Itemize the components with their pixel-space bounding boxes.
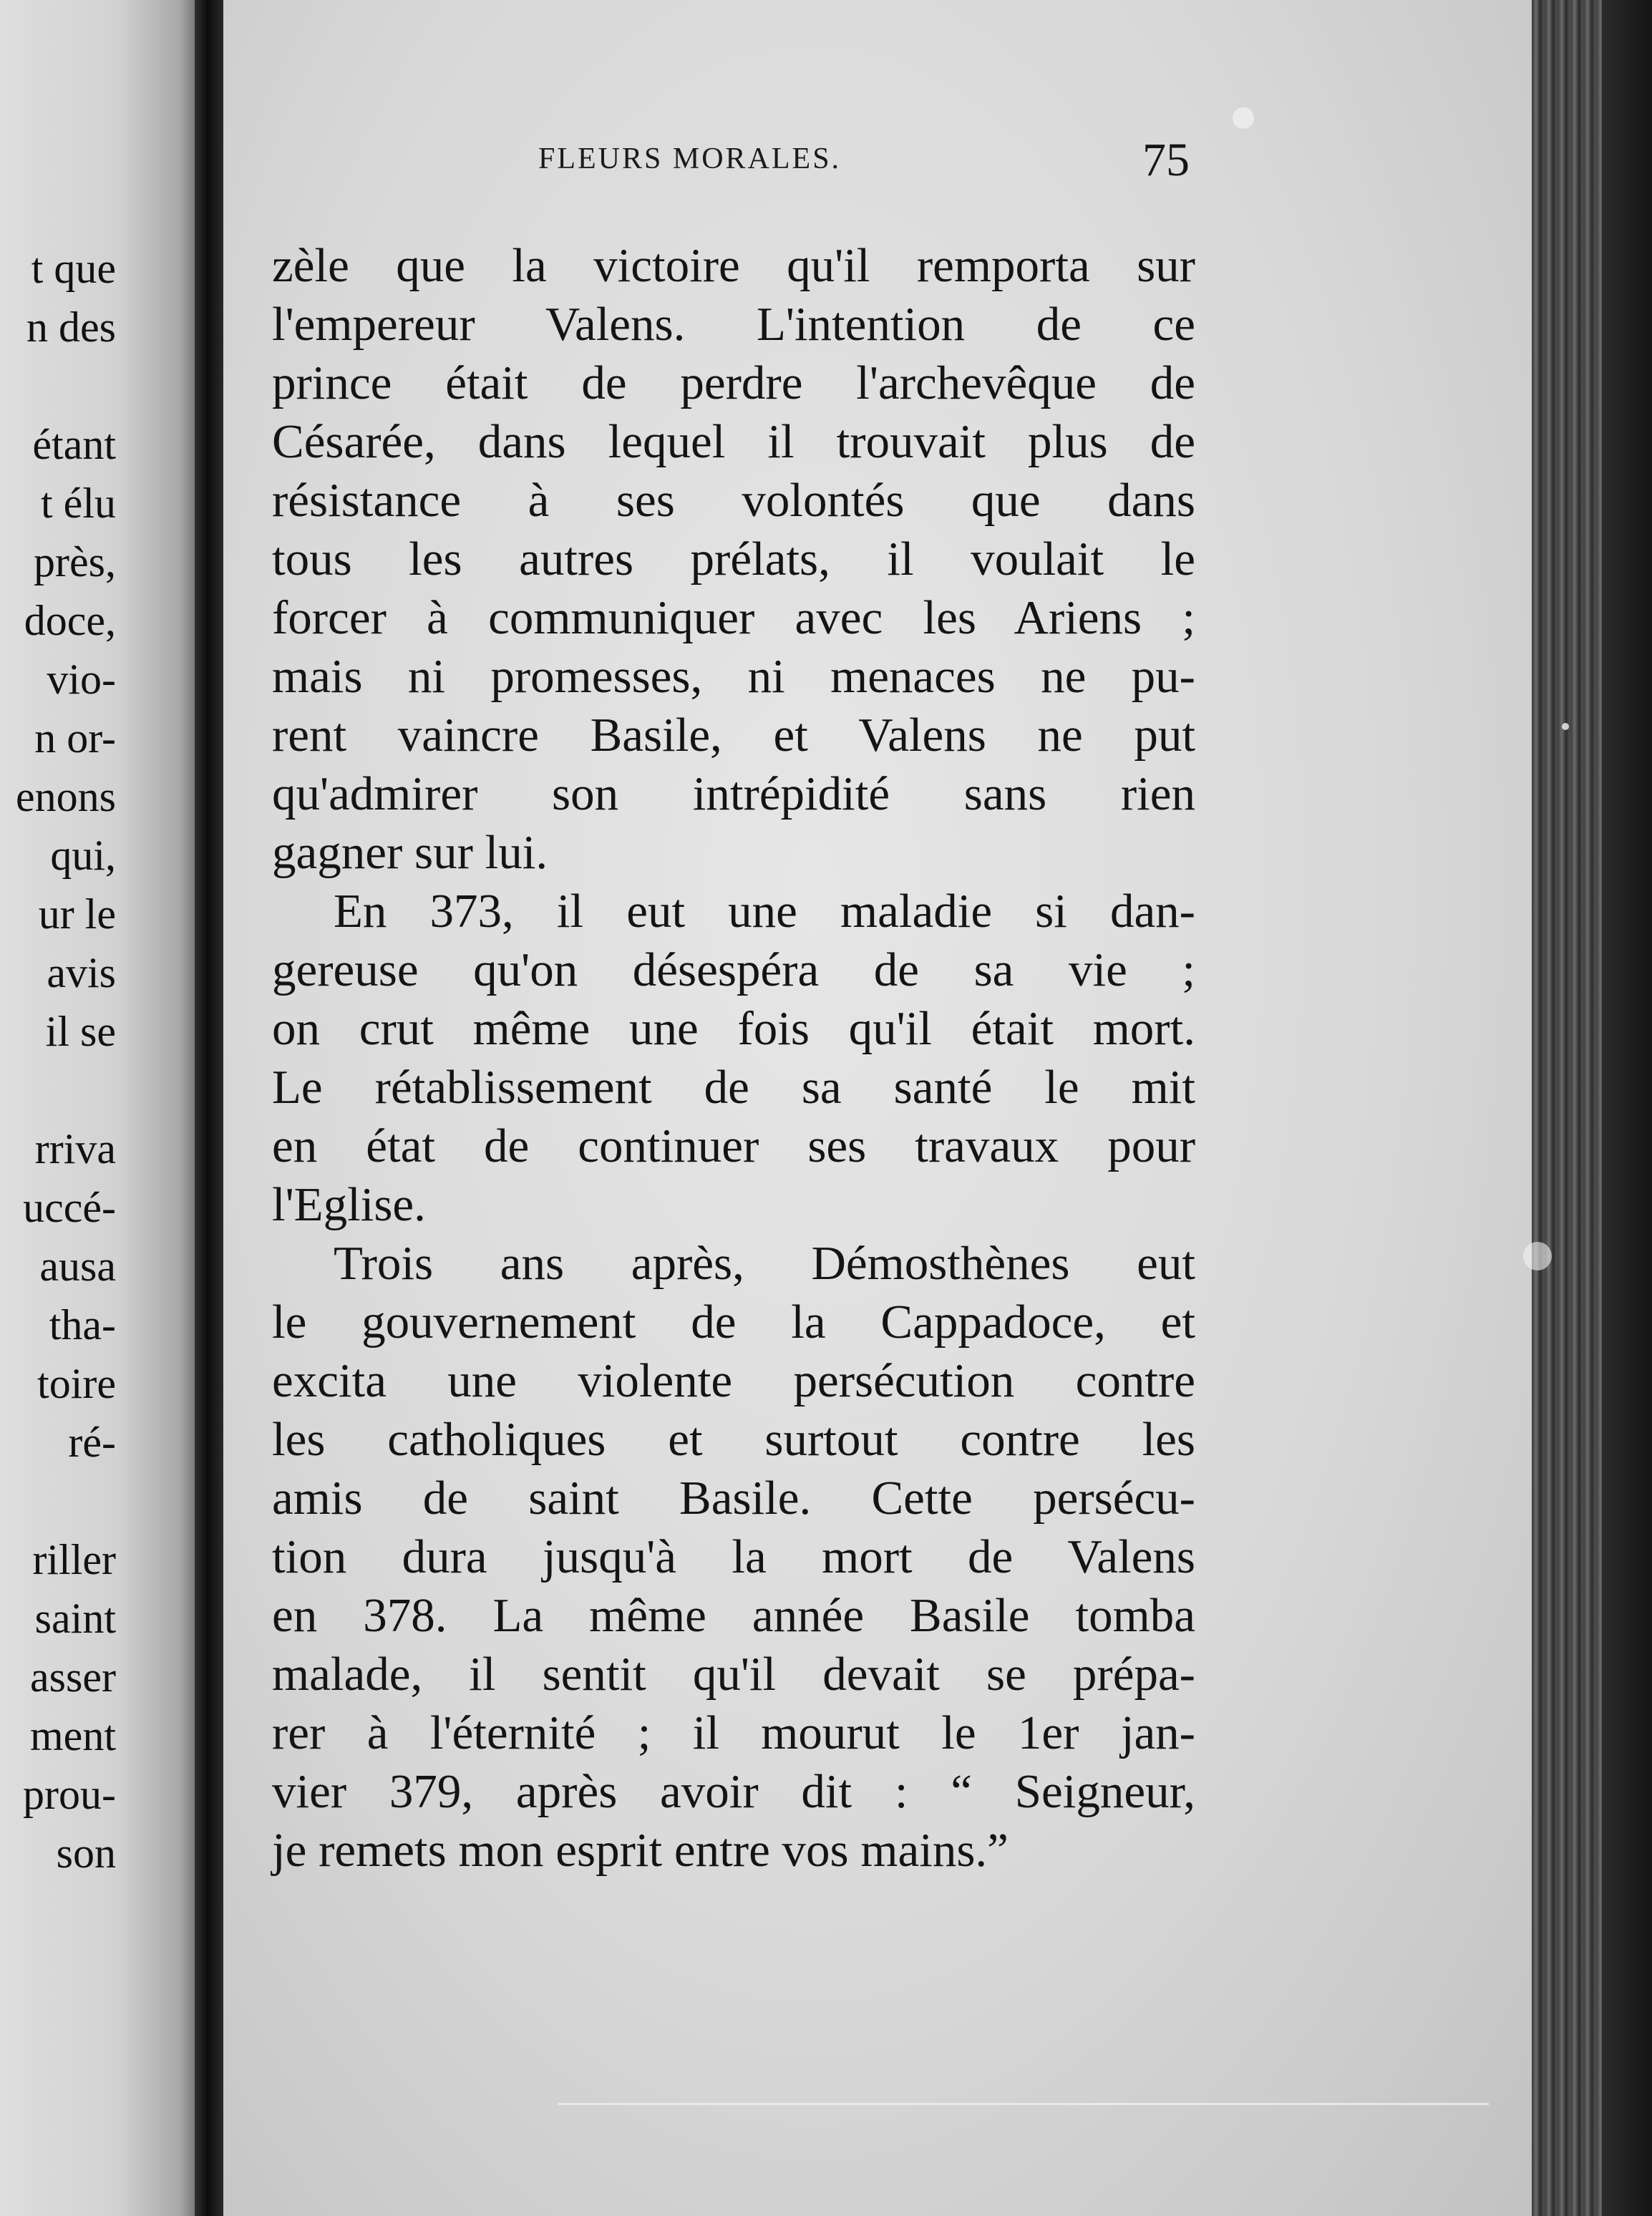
left-page-line: son bbox=[56, 1829, 116, 1877]
left-page-line: asser bbox=[30, 1653, 116, 1701]
body-line: zèle que la victoire qu'il remporta sur bbox=[272, 239, 1195, 292]
body-line: gagner sur lui. bbox=[272, 826, 548, 879]
left-page-line: rriva bbox=[34, 1125, 116, 1172]
page-edges bbox=[1532, 0, 1652, 2216]
body-line: les catholiques et surtout contre les bbox=[272, 1413, 1195, 1466]
body-line: en état de continuer ses travaux pour bbox=[272, 1119, 1195, 1172]
left-page-line: étant bbox=[32, 421, 116, 468]
left-page-line: il se bbox=[45, 1008, 116, 1055]
body-line: excita une violente persécution contre bbox=[272, 1354, 1195, 1407]
body-line: tion dura jusqu'à la mort de Valens bbox=[272, 1530, 1195, 1583]
body-line: je remets mon esprit entre vos mains.” bbox=[272, 1824, 1009, 1877]
body-line: rent vaincre Basile, et Valens ne put bbox=[272, 709, 1195, 762]
body-line: tous les autres prélats, il voulait le bbox=[272, 533, 1195, 585]
body-line: vier 379, après avoir dit : “ Seigneur, bbox=[272, 1765, 1195, 1818]
body-line: forcer à communiquer avec les Ariens ; bbox=[272, 591, 1195, 644]
left-page bbox=[0, 0, 195, 2216]
left-page-line: ment bbox=[30, 1712, 116, 1759]
left-page-line: qui, bbox=[50, 832, 116, 879]
left-page-line: n des bbox=[26, 303, 116, 351]
body-line: qu'admirer son intrépidité sans rien bbox=[272, 767, 1195, 820]
book-gutter bbox=[195, 0, 223, 2216]
body-line: l'Eglise. bbox=[272, 1178, 426, 1231]
left-page-line: toire bbox=[37, 1360, 116, 1407]
left-page-line: ausa bbox=[39, 1243, 116, 1290]
body-line: Le rétablissement de sa santé le mit bbox=[272, 1061, 1195, 1114]
body-line: En 373, il eut une maladie si dan- bbox=[334, 885, 1195, 938]
body-line: on crut même une fois qu'il était mort. bbox=[272, 1002, 1195, 1055]
left-page-line: vio- bbox=[47, 656, 116, 703]
page-number: 75 bbox=[1142, 134, 1190, 186]
body-line: en 378. La même année Basile tomba bbox=[272, 1589, 1195, 1642]
left-page-line: doce, bbox=[24, 597, 116, 644]
left-page-line: riller bbox=[32, 1536, 116, 1583]
left-page-line: ur le bbox=[38, 890, 116, 938]
body-line: gereuse qu'on désespéra de sa vie ; bbox=[272, 943, 1195, 996]
dust-speck bbox=[1233, 107, 1254, 129]
left-page-line: avis bbox=[47, 949, 116, 996]
body-line: Césarée, dans lequel il trouvait plus de bbox=[272, 415, 1195, 468]
dust-speck bbox=[1562, 723, 1569, 730]
left-page-line: enons bbox=[16, 773, 116, 820]
body-line: rer à l'éternité ; il mourut le 1er jan- bbox=[272, 1706, 1195, 1759]
left-page-line: t que bbox=[31, 245, 116, 292]
body-line: Trois ans après, Démosthènes eut bbox=[334, 1237, 1195, 1290]
body-text bbox=[272, 236, 1195, 1880]
running-head: FLEURS MORALES. bbox=[538, 142, 842, 175]
left-page-line: saint bbox=[34, 1595, 116, 1642]
left-page-line: ré- bbox=[68, 1419, 116, 1466]
body-line: résistance à ses volontés que dans bbox=[272, 474, 1195, 527]
body-line: malade, il sentit qu'il devait se prépa- bbox=[272, 1648, 1195, 1701]
left-page-line: prou- bbox=[23, 1771, 116, 1818]
scan-artifact-line bbox=[558, 2103, 1489, 2105]
dust-speck bbox=[1523, 1242, 1552, 1270]
body-line: l'empereur Valens. L'intention de ce bbox=[272, 298, 1195, 351]
body-line: le gouvernement de la Cappadoce, et bbox=[272, 1296, 1195, 1348]
body-line: amis de saint Basile. Cette persécu- bbox=[272, 1472, 1195, 1525]
left-page-line: tha- bbox=[49, 1301, 116, 1348]
body-line: prince était de perdre l'archevêque de bbox=[272, 356, 1195, 409]
left-page-line: t élu bbox=[41, 480, 116, 527]
left-page-line: n or- bbox=[34, 714, 116, 762]
left-page-line: près, bbox=[34, 538, 116, 585]
body-line: mais ni promesses, ni menaces ne pu- bbox=[272, 650, 1195, 703]
left-page-line: uccé- bbox=[23, 1184, 116, 1231]
